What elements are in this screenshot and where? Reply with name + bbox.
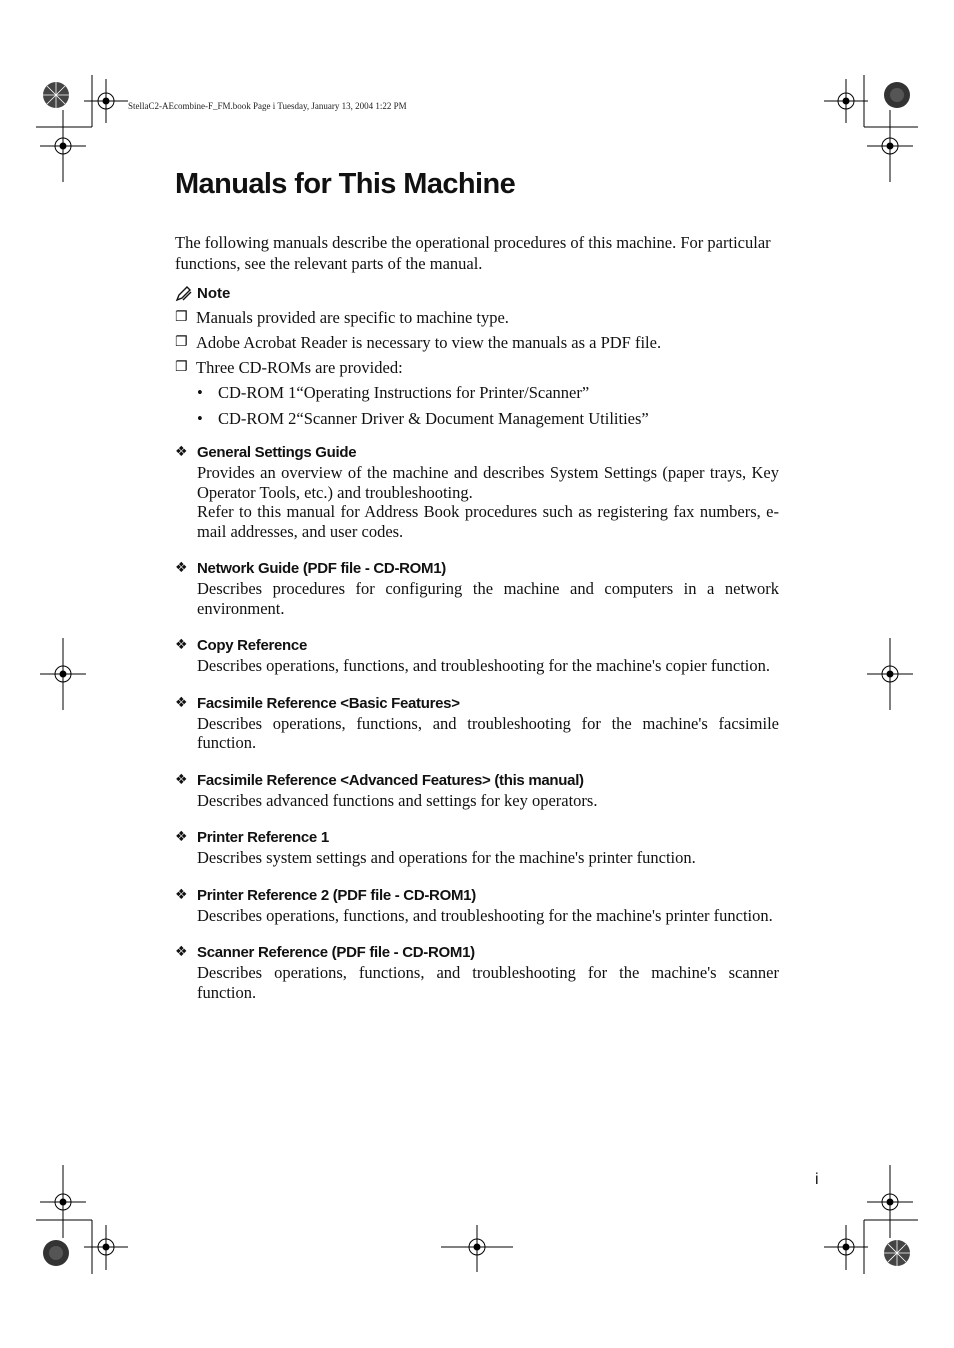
section-body: Describes procedures for configuring the machine and computers in a network environment.	[197, 579, 779, 618]
section-body: Describes operations, functions, and troubleshooting for the machine's copier function.	[197, 656, 770, 675]
registration-mark-icon	[867, 110, 913, 182]
manual-section	[175, 635, 779, 676]
print-header: StellaC2-AEcombine-F_FM.book Page i Tuesday, January 13, 2004 1:22 PM	[128, 101, 407, 111]
registration-mark-icon	[824, 1225, 868, 1270]
diamond-bullet-icon: ❖	[175, 637, 188, 653]
section-body: Describes operations, functions, and troubleshooting for the machine's scanner function.	[197, 963, 779, 1002]
list-item: ❐ Adobe Acrobat Reader is necessary to view the manuals as a PDF file.	[175, 333, 662, 352]
manual-section	[175, 827, 779, 868]
page-number: i	[815, 1171, 819, 1188]
diamond-bullet-icon: ❖	[175, 444, 188, 460]
section-heading: Printer Reference 2 (PDF file - CD-ROM1)	[197, 886, 476, 904]
list-item: • CD-ROM 1“Operating Instructions for Printer/Scanner”	[197, 383, 590, 402]
page-title: Manuals for This Machine	[175, 168, 516, 200]
registration-mark-icon	[40, 1165, 86, 1238]
registration-mark-icon	[441, 1225, 513, 1272]
section-body: Describes system settings and operations for the machine's printer function.	[197, 848, 696, 867]
section-body: Describes operations, functions, and troubleshooting for the machine's facsimile function.	[197, 713, 779, 752]
list-item: • CD-ROM 2“Scanner Driver & Document Management Utilities”	[197, 409, 649, 428]
registration-mark-icon	[84, 1225, 128, 1270]
section-body: Describes advanced functions and settings for key operators.	[197, 790, 598, 810]
registration-mark-icon	[867, 638, 913, 710]
list-item: ❐ Three CD-ROMs are provided:	[175, 358, 403, 377]
registration-mark-icon	[40, 110, 86, 182]
section-body: Refer to this manual for Address Book procedures such as registering fax numbers, e-mail addresses, and user codes.	[197, 502, 779, 541]
manual-sections	[175, 442, 779, 1019]
section-body: Provides an overview of the machine and describes System Settings (paper trays, Key Operator Tools, etc.) and troubleshooting.	[197, 463, 779, 502]
pencil-icon	[175, 286, 193, 302]
manual-section	[175, 558, 779, 618]
section-body: Describes operations, functions, and troubleshooting for the machine's printer function.	[197, 905, 773, 925]
registration-mark-icon	[84, 79, 128, 123]
diamond-bullet-icon: ❖	[175, 944, 188, 960]
checkbox-icon: ❐	[175, 359, 188, 375]
section-heading: General Settings Guide	[197, 444, 357, 461]
registration-mark-icon	[824, 79, 868, 123]
color-target-icon	[884, 1240, 910, 1266]
manual-section	[175, 442, 779, 541]
checkbox-icon: ❐	[175, 309, 188, 325]
intro-paragraph: The following manuals describe the operational procedures of this machine. For particular functions, see the relevant parts of the manual.	[175, 233, 771, 273]
checkbox-icon: ❐	[175, 334, 188, 350]
bullet-icon: •	[197, 383, 203, 402]
section-heading: Network Guide (PDF file - CD-ROM1)	[197, 560, 446, 577]
color-target-icon	[43, 1240, 69, 1266]
section-heading: Facsimile Reference <Basic Features>	[197, 694, 460, 712]
color-target-icon	[884, 82, 910, 108]
registration-mark-icon	[867, 1165, 913, 1238]
section-heading: Printer Reference 1	[197, 829, 329, 846]
diamond-bullet-icon: ❖	[175, 560, 188, 576]
diamond-bullet-icon: ❖	[175, 694, 188, 711]
manual-section	[175, 770, 779, 811]
diamond-bullet-icon: ❖	[175, 829, 188, 845]
section-heading: Copy Reference	[197, 637, 308, 654]
section-heading: Scanner Reference (PDF file - CD-ROM1)	[197, 944, 475, 961]
manual-section	[175, 942, 779, 1002]
registration-mark-icon	[40, 638, 86, 710]
note-heading	[175, 285, 230, 302]
manual-section	[175, 885, 779, 926]
bullet-icon: •	[197, 409, 203, 428]
manual-section	[175, 693, 779, 753]
note-heading-label: Note	[197, 285, 231, 302]
cdrom-list	[197, 382, 649, 434]
color-target-icon	[43, 82, 69, 108]
section-heading: Facsimile Reference <Advanced Features> (this manual)	[197, 771, 584, 789]
list-item: ❐ Manuals provided are specific to machine type.	[175, 308, 509, 327]
diamond-bullet-icon: ❖	[175, 886, 188, 903]
note-list	[175, 307, 785, 382]
diamond-bullet-icon: ❖	[175, 771, 188, 788]
